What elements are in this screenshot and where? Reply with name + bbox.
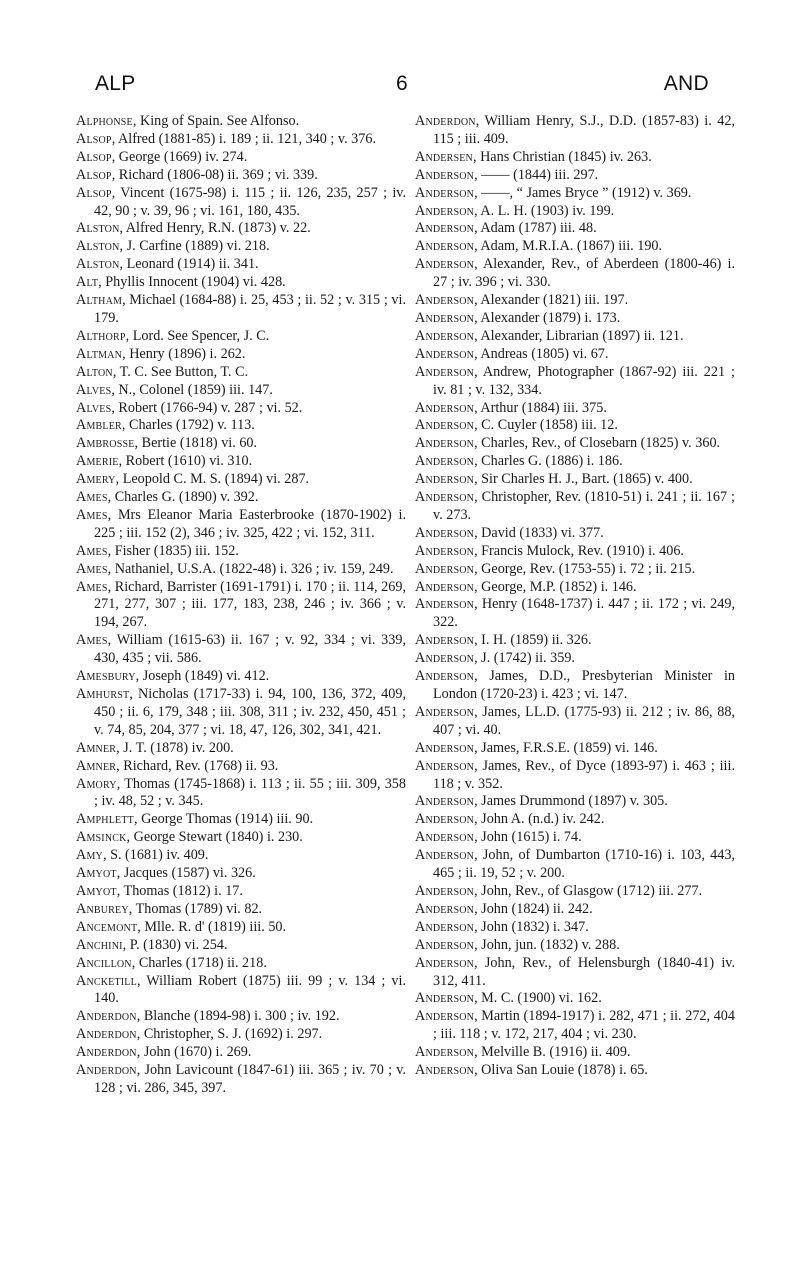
index-entry (76, 364, 406, 382)
entry-details: , James Drummond (1897) v. 305. (474, 793, 668, 810)
entry-surname: Anderson (415, 757, 475, 774)
page-number: 6 (396, 72, 408, 95)
index-entry (76, 740, 406, 758)
index-entry (415, 471, 735, 489)
entry-details: , John (1832) i. 347. (474, 918, 589, 935)
entry-details: , Richard, Barrister (1691-1791) i. 170 ; ii. 114, 269, 271, 277, 307 ; iii. 177, 183, 238, 246 ; iv. 366 ; v. 194, 267. (94, 578, 406, 631)
entry-surname: Anderson (415, 417, 475, 434)
index-entry (415, 847, 735, 883)
index-entry (415, 113, 735, 149)
index-entry (76, 847, 406, 865)
entry-details: , Henry (1648-1737) i. 447 ; ii. 172 ; vi. 249, 322. (433, 596, 735, 631)
index-entry (415, 740, 735, 758)
index-entry (76, 507, 406, 543)
index-entry (76, 937, 406, 955)
entry-details: , John (1824) ii. 242. (474, 900, 593, 917)
header-guide-word-left: ALP (95, 72, 136, 95)
index-entry (415, 417, 735, 435)
index-entry (76, 543, 406, 561)
entry-details: , George (1669) iv. 274. (111, 148, 248, 165)
index-entry (76, 417, 406, 435)
index-entry (76, 758, 406, 776)
entry-details: , Christopher, Rev. (1810-51) i. 241 ; ii. 167 ; v. 273. (433, 489, 735, 523)
entry-surname: Anderson (415, 220, 475, 237)
index-entry (415, 793, 735, 811)
index-entry (415, 901, 735, 919)
index-entry (415, 650, 735, 668)
index-entry (76, 561, 406, 579)
entry-details: , James, F.R.S.E. (1859) vi. 146. (474, 739, 658, 756)
index-entry (415, 704, 735, 740)
entry-details: , William Robert (1875) iii. 99 ; v. 134 ; vi. 140. (94, 972, 406, 1007)
index-entry (415, 310, 735, 328)
entry-surname: Anderson (415, 990, 475, 1007)
entry-surname: Ames (76, 632, 108, 649)
entry-surname: Anderson (415, 739, 475, 756)
entry-details: , Jacques (1587) vi. 326. (116, 865, 256, 882)
entry-details: , Richard, Rev. (1768) ii. 93. (116, 757, 279, 774)
entry-surname: Anderson (415, 524, 475, 541)
index-entry (415, 758, 735, 794)
entry-surname: Alston (76, 256, 120, 273)
entry-details: , John, jun. (1832) v. 288. (474, 936, 620, 953)
entry-details: , Arthur (1884) iii. 375. (474, 399, 607, 416)
entry-surname: Anderson (415, 882, 475, 899)
entry-details: , James, Rev., of Dyce (1893-97) i. 463 ; iii. 118 ; v. 352. (433, 757, 735, 792)
entry-surname: Anderson (415, 918, 475, 935)
header-guide-word-right: AND (663, 72, 709, 95)
entry-surname: Anderson (415, 650, 475, 667)
index-entry (76, 238, 406, 256)
entry-details: , George Stewart (1840) i. 230. (126, 829, 303, 846)
index-entry (415, 596, 735, 632)
entry-details: , Hans Christian (1845) iv. 263. (472, 148, 652, 165)
index-entry (415, 185, 735, 203)
entry-surname: Ambrosse (76, 435, 135, 452)
index-entry (76, 185, 406, 221)
entry-details: , Michael (1684-88) i. 25, 453 ; ii. 52 ; v. 315 ; vi. 179. (94, 292, 406, 326)
entry-surname: Alton (76, 363, 113, 380)
entry-surname: Alves (76, 381, 112, 398)
entry-surname: Amner (76, 739, 117, 756)
index-entry (415, 937, 735, 955)
entry-details: , William (1615-63) ii. 167 ; v. 92, 334 ; vi. 339, 430, 435 ; vii. 586. (94, 632, 406, 667)
entry-details: , Andreas (1805) vi. 67. (474, 345, 609, 362)
entry-details: , Thomas (1812) i. 17. (116, 882, 243, 899)
entry-surname: Anderson (415, 166, 475, 183)
entry-details: , James, LL.D. (1775-93) ii. 212 ; iv. 86, 88, 407 ; vi. 40. (433, 703, 735, 738)
entry-surname: Ames (76, 542, 108, 559)
entry-details: , Bertie (1818) vi. 60. (134, 435, 258, 452)
entry-details: , Christopher, S. J. (1692) i. 297. (136, 1026, 323, 1043)
index-entry (76, 489, 406, 507)
entry-surname: Amerie (76, 453, 119, 470)
index-entry (76, 131, 406, 149)
index-entry (76, 435, 406, 453)
index-entry (76, 1044, 406, 1062)
index-entry (76, 471, 406, 489)
entry-surname: Anderson (415, 453, 475, 470)
index-entry (76, 919, 406, 937)
entry-surname: Alston (76, 220, 120, 237)
entry-surname: Anderson (415, 793, 475, 810)
index-entry (415, 1008, 735, 1044)
index-entry (415, 489, 735, 525)
entry-details: , Adam, M.R.I.A. (1867) iii. 190. (474, 238, 663, 255)
entry-surname: Alves (76, 399, 112, 416)
entry-details: , C. Cuyler (1858) iii. 12. (474, 417, 618, 434)
entry-surname: Anderdon (415, 113, 476, 129)
index-entry (76, 901, 406, 919)
entry-details: , John A. (n.d.) iv. 242. (474, 811, 605, 828)
entry-surname: Anderdon (76, 1026, 137, 1043)
index-column-right (415, 113, 735, 1080)
entry-details: , Alexander, Rev., of Aberdeen (1800-46) i. 27 ; iv. 396 ; vi. 330. (433, 256, 735, 291)
entry-details: , Alfred Henry, R.N. (1873) v. 22. (119, 220, 311, 237)
entry-details: , S. (1681) iv. 409. (102, 847, 209, 864)
entry-surname: Amsinck (76, 829, 127, 846)
entry-surname: Anchini (76, 936, 123, 953)
index-entry (415, 1062, 735, 1080)
entry-surname: Alsop (76, 148, 112, 165)
index-entry (76, 167, 406, 185)
index-entry (76, 220, 406, 238)
entry-surname: Amphlett (76, 811, 134, 828)
entry-details: , John (1615) i. 74. (474, 829, 582, 846)
index-entry (415, 220, 735, 238)
index-entry (76, 274, 406, 292)
entry-surname: Anderson (415, 399, 475, 416)
entry-details: , I. H. (1859) ii. 326. (474, 632, 592, 649)
index-entry (415, 400, 735, 418)
entry-surname: Anderson (415, 900, 475, 917)
entry-surname: Anderdon (76, 1008, 137, 1025)
running-head (95, 72, 709, 104)
entry-surname: Ancemont (76, 918, 138, 935)
index-entry (415, 364, 735, 400)
entry-surname: Anderson (415, 256, 475, 273)
index-entry (415, 203, 735, 221)
entry-details: , N., Colonel (1859) iii. 147. (111, 381, 273, 398)
index-entry (76, 113, 406, 131)
index-entry (415, 829, 735, 847)
index-entry (76, 1026, 406, 1044)
entry-details: , Vincent (1675-98) i. 115 ; ii. 126, 235, 257 ; iv. 42, 90 ; v. 39, 96 ; vi. 161, 180, 435. (94, 184, 406, 219)
index-entry (76, 453, 406, 471)
index-entry (415, 238, 735, 256)
entry-surname: Alsop (76, 130, 112, 147)
index-entry (415, 167, 735, 185)
index-entry (415, 632, 735, 650)
index-entry (76, 400, 406, 418)
entry-surname: Alt (76, 274, 99, 291)
entry-details: , Henry (1896) i. 262. (122, 345, 246, 362)
entry-details: , T. C. See Button, T. C. (112, 363, 249, 380)
entry-surname: Amyot (76, 865, 117, 882)
entry-surname: Anderson (415, 829, 475, 846)
index-entry (415, 990, 735, 1008)
entry-surname: Anderson (415, 292, 475, 309)
entry-surname: Anderson (415, 327, 475, 344)
entry-surname: Amhurst (76, 686, 130, 702)
entry-surname: Amy (76, 847, 103, 864)
entry-surname: Anderson (415, 363, 475, 380)
index-entry (415, 435, 735, 453)
entry-surname: Anderson (415, 811, 475, 828)
entry-surname: Amner (76, 757, 117, 774)
entry-details: , Richard (1806-08) ii. 369 ; vi. 339. (111, 166, 318, 183)
entry-details: , Andrew, Photographer (1867-92) iii. 221 ; iv. 81 ; v. 132, 334. (433, 363, 735, 398)
entry-surname: Anderdon (76, 1062, 137, 1079)
entry-details: , Melville B. (1916) ii. 409. (474, 1044, 631, 1061)
entry-details: , Alexander (1879) i. 173. (474, 309, 621, 326)
index-entry (415, 883, 735, 901)
entry-details: , Martin (1894-1917) i. 282, 471 ; ii. 272, 404 ; iii. 118 ; v. 172, 217, 404 ; vi. 230. (433, 1008, 735, 1043)
entry-details: , J. Carfine (1889) vi. 218. (119, 238, 270, 255)
entry-surname: Andersen (415, 148, 473, 165)
index-entry (76, 776, 406, 812)
entry-surname: Alphonse (76, 113, 133, 129)
index-entry (415, 256, 735, 292)
index-entry (76, 865, 406, 883)
entry-surname: Anderson (415, 632, 475, 649)
index-entry (415, 525, 735, 543)
entry-details: , Adam (1787) iii. 48. (474, 220, 597, 237)
entry-details: , Charles (1792) v. 113. (121, 417, 255, 434)
entry-details: , John Lavicount (1847-61) iii. 365 ; iv. 70 ; v. 128 ; vi. 286, 345, 397. (94, 1062, 406, 1096)
entry-surname: Anderson (415, 309, 475, 326)
index-entry (415, 543, 735, 561)
entry-surname: Ancketill (76, 972, 137, 989)
entry-surname: Anderson (415, 345, 475, 362)
entry-details: , P. (1830) vi. 254. (122, 936, 228, 953)
entry-surname: Ames (76, 506, 108, 523)
entry-surname: Anderson (415, 489, 475, 506)
index-entry (415, 1044, 735, 1062)
entry-surname: Anderson (415, 703, 475, 720)
entry-surname: Anderson (415, 184, 475, 201)
index-entry (415, 811, 735, 829)
entry-details: , J. T. (1878) iv. 200. (116, 739, 234, 756)
index-entry (415, 453, 735, 471)
entry-details: , M. C. (1900) vi. 162. (474, 990, 602, 1007)
entry-surname: Altman (76, 345, 123, 362)
index-entry (415, 346, 735, 364)
entry-details: , Francis Mulock, Rev. (1910) i. 406. (474, 542, 684, 559)
index-entry (76, 256, 406, 274)
entry-details: , Nicholas (1717-33) i. 94, 100, 136, 372, 409, 450 ; ii. 6, 179, 348 ; iii. 308, 311 ; iv. 232, 450, 451 ; v. 74, 85, 204, 377 ; vi. 18, 47, 126, 302, 341, 421. (94, 686, 406, 738)
entry-details: , Joseph (1849) vi. 412. (135, 668, 270, 685)
entry-details: , George, M.P. (1852) i. 146. (474, 578, 637, 595)
entry-details: , John (1670) i. 269. (136, 1044, 252, 1061)
index-entry (76, 955, 406, 973)
entry-surname: Anderson (415, 596, 475, 613)
entry-details: , Phyllis Innocent (1904) vi. 428. (98, 274, 286, 291)
index-entry (76, 686, 406, 740)
entry-surname: Anderson (415, 202, 475, 219)
index-entry (76, 328, 406, 346)
entry-details: , ——, “ James Bryce ” (1912) v. 369. (474, 184, 692, 201)
entry-surname: Anderson (415, 954, 475, 971)
entry-details: , George Thomas (1914) iii. 90. (133, 811, 314, 828)
entry-surname: Alsop (76, 184, 112, 201)
index-entry (76, 973, 406, 1009)
entry-details: , Alfred (1881-85) i. 189 ; ii. 121, 340 ; v. 376. (111, 130, 376, 147)
entry-surname: Altham (76, 292, 123, 309)
index-entry (415, 919, 735, 937)
entry-details: , John, Rev., of Glasgow (1712) iii. 277. (474, 882, 703, 899)
entry-details: , Thomas (1745-1868) i. 113 ; ii. 55 ; iii. 309, 358 ; iv. 48, 52 ; v. 345. (94, 775, 406, 810)
entry-surname: Ambler (76, 417, 122, 434)
entry-details: , Leopold C. M. S. (1894) vi. 287. (115, 471, 310, 488)
entry-details: , —— (1844) iii. 297. (474, 166, 599, 183)
entry-surname: Anderson (415, 847, 475, 864)
index-entry (415, 292, 735, 310)
index-entry (415, 668, 735, 704)
entry-details: , Charles (1718) ii. 218. (131, 954, 267, 971)
entry-surname: Anderson (415, 1062, 475, 1079)
entry-details: , John, Rev., of Helensburgh (1840-41) iv. 312, 411. (433, 954, 735, 989)
entry-details: , Charles G. (1886) i. 186. (474, 453, 623, 470)
index-entry (76, 292, 406, 328)
index-entry (415, 328, 735, 346)
entry-surname: Anderson (415, 668, 475, 685)
entry-details: , William Henry, S.J., D.D. (1857-83) i. 42, 115 ; iii. 409. (433, 113, 735, 147)
index-entry (76, 632, 406, 668)
entry-details: , A. L. H. (1903) iv. 199. (474, 202, 615, 219)
entry-details: , Oliva San Louie (1878) i. 65. (474, 1062, 648, 1079)
index-entry (76, 883, 406, 901)
index-entry (76, 346, 406, 364)
entry-surname: Althorp (76, 327, 126, 344)
entry-details: , J. (1742) ii. 359. (474, 650, 575, 667)
entry-details: , Sir Charles H. J., Bart. (1865) v. 400. (474, 471, 693, 488)
index-entry (415, 955, 735, 991)
entry-surname: Ames (76, 578, 108, 595)
entry-surname: Anderson (415, 471, 475, 488)
entry-details: , James, D.D., Presbyterian Minister in London (1720-23) i. 423 ; vi. 147. (433, 668, 735, 702)
entry-surname: Alston (76, 238, 120, 255)
entry-details: , Blanche (1894-98) i. 300 ; iv. 192. (136, 1008, 340, 1025)
entry-surname: Amory (76, 775, 117, 792)
index-entry (415, 579, 735, 597)
entry-surname: Anderson (415, 238, 475, 255)
entry-surname: Amery (76, 471, 116, 488)
entry-details: , Robert (1610) vi. 310. (118, 453, 253, 470)
entry-details: , Alexander, Librarian (1897) ii. 121. (474, 327, 684, 344)
index-entry (76, 668, 406, 686)
entry-surname: Anderson (415, 435, 475, 452)
entry-details: , Charles G. (1890) v. 392. (107, 489, 259, 506)
entry-details: , Thomas (1789) vi. 82. (128, 900, 263, 917)
entry-surname: Anderson (415, 936, 475, 953)
entry-surname: Anderson (415, 1044, 475, 1061)
index-column-left (76, 113, 406, 1098)
entry-details: , Nathaniel, U.S.A. (1822-48) i. 326 ; iv. 159, 249. (107, 560, 394, 577)
entry-surname: Anderson (415, 560, 475, 577)
index-entry (76, 1062, 406, 1098)
entry-details: , Leonard (1914) ii. 341. (119, 256, 259, 273)
index-entry (76, 829, 406, 847)
entry-details: , David (1833) vi. 377. (474, 524, 604, 541)
entry-details: , King of Spain. See Alfonso. (132, 113, 300, 129)
entry-surname: Amyot (76, 882, 117, 899)
entry-surname: Amesbury (76, 668, 136, 685)
entry-surname: Ancillon (76, 954, 132, 971)
index-entry (415, 149, 735, 167)
entry-details: , Fisher (1835) iii. 152. (107, 542, 239, 559)
entry-details: , Mlle. R. d' (1819) iii. 50. (137, 918, 287, 935)
entry-details: , Mrs Eleanor Maria Easterbrooke (1870-1902) i. 225 ; iii. 152 (2), 346 ; iv. 325, 422 ; vi. 152, 311. (94, 506, 406, 541)
entry-surname: Anderson (415, 542, 475, 559)
entry-surname: Anburey (76, 900, 129, 917)
index-entry (415, 561, 735, 579)
entry-surname: Ames (76, 489, 108, 506)
entry-details: , Charles, Rev., of Closebarn (1825) v. 360. (474, 435, 721, 452)
entry-details: , George, Rev. (1753-55) i. 72 ; ii. 215. (474, 560, 696, 577)
entry-surname: Anderson (415, 578, 475, 595)
entry-surname: Alsop (76, 166, 112, 183)
index-entry (76, 149, 406, 167)
entry-details: , Lord. See Spencer, J. C. (125, 327, 270, 344)
index-entry (76, 811, 406, 829)
entry-details: , Alexander (1821) iii. 197. (474, 292, 629, 309)
entry-surname: Ames (76, 560, 108, 577)
entry-details: , John, of Dumbarton (1710-16) i. 103, 443, 465 ; ii. 19, 52 ; v. 200. (433, 847, 735, 882)
entry-surname: Anderdon (76, 1044, 137, 1061)
index-entry (76, 1008, 406, 1026)
entry-surname: Anderson (415, 1008, 475, 1025)
entry-details: , Robert (1766-94) v. 287 ; vi. 52. (111, 399, 303, 416)
index-entry (76, 382, 406, 400)
index-entry (76, 579, 406, 633)
